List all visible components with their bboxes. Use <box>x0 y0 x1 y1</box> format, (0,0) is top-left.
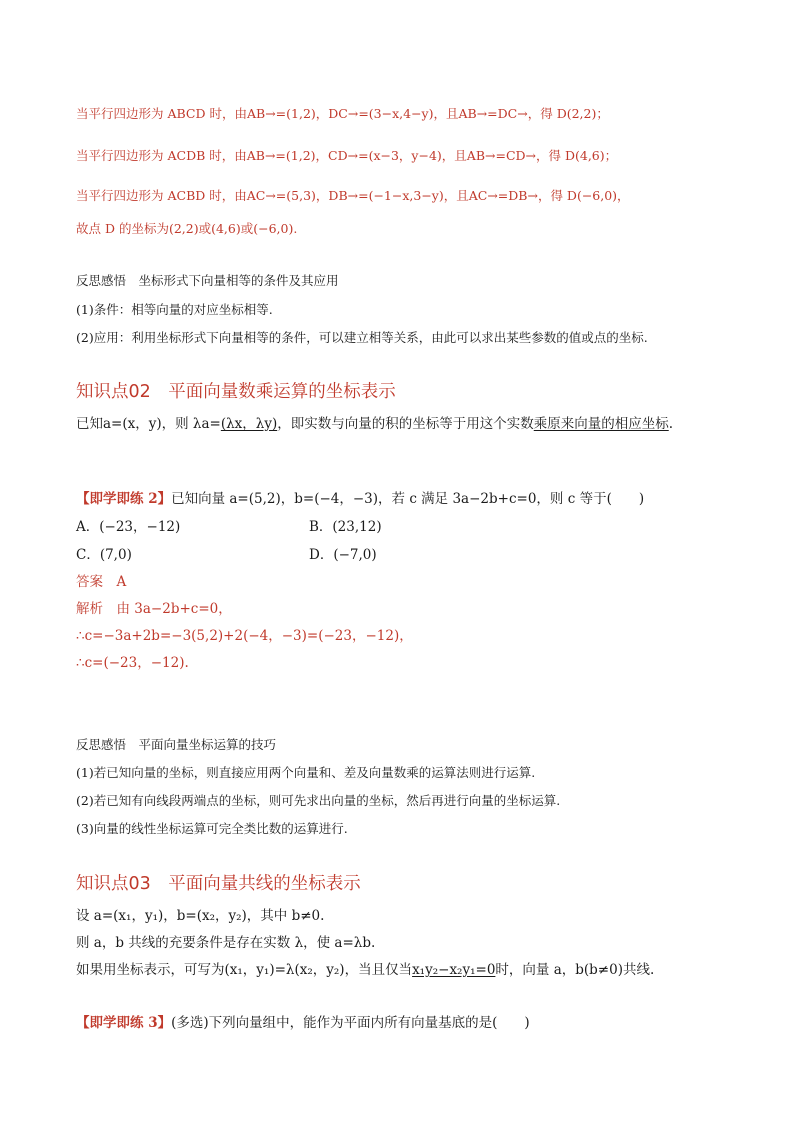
practice-tag: 【即学即练 3】 <box>76 1015 172 1031</box>
practice-question: 【即学即练 3】(多选)下列向量组中，能作为平面内所有向量基底的是( ) <box>76 1015 530 1031</box>
blank-answer: (λx，λy) <box>220 416 278 432</box>
reflection-item: (2)若已知有向线段两端点的坐标，则可先求出向量的坐标，然后再进行向量的坐标运算. <box>76 793 561 808</box>
solution-line: ∴c=−3a+2b=−3(5,2)+2(−4，−3)=(−23，−12)， <box>76 628 413 644</box>
solution-case-abcd: 当平行四边形为 ABCD 时，由AB→=(1,2)，DC→=(3−x,4−y)，且AB→=DC→，得 D(2,2)； <box>76 106 609 121</box>
practice-question: 【即学即练 2】已知向量 a=(5,2)，b=(−4，−3)，若 c 满足 3a−2b+c=0，则 c 等于( ) <box>76 491 645 507</box>
blank-answer: x₁y₂−x₂y₁=0 <box>412 962 496 978</box>
reflection-item: (1)条件：相等向量的对应坐标相等. <box>76 302 273 317</box>
knowledge-text: 如果用坐标表示，可写为(x₁，y₁)=λ(x₂，y₂)，当且仅当x₁y₂−x₂y₁=0时，向量 a，b(b≠0)共线. <box>76 962 655 978</box>
reflection-item: (2)应用：利用坐标形式下向量相等的条件，可以建立相等关系，由此可以求出某些参数的值或点的坐标. <box>76 330 648 345</box>
solution-case-acdb: 当平行四边形为 ACDB 时，由AB→=(1,2)，CD→=(x−3，y−4)，且AB→=CD→，得 D(4,6)； <box>76 148 618 163</box>
solution-case-acbd: 当平行四边形为 ACBD 时，由AC→=(5,3)，DB→=(−1−x,3−y)，且AC→=DB→，得 D(−6,0)， <box>76 188 630 203</box>
reflection-item: (3)向量的线性坐标运算可完全类比数的运算进行. <box>76 821 348 836</box>
option-a: A．(−23，−12) <box>76 519 181 535</box>
section-heading: 知识点02 平面向量数乘运算的坐标表示 <box>76 382 396 402</box>
option-c: C．(7,0) <box>76 547 132 563</box>
solution-line: ∴c=(−23，−12). <box>76 655 189 671</box>
answer: 答案 A <box>76 574 127 590</box>
section-heading: 知识点03 平面向量共线的坐标表示 <box>76 874 361 894</box>
solution-line: 解析 由 3a−2b+c=0， <box>76 601 232 617</box>
knowledge-text: 则 a，b 共线的充要条件是存在实数 λ，使 a=λb. <box>76 935 376 951</box>
reflection-item: (1)若已知向量的坐标，则直接应用两个向量和、差及向量数乘的运算法则进行运算. <box>76 765 536 780</box>
option-d: D．(−7,0) <box>309 547 377 563</box>
reflection-title: 反思感悟 坐标形式下向量相等的条件及其应用 <box>76 273 339 288</box>
practice-tag: 【即学即练 2】 <box>76 491 172 507</box>
blank-answer: 乘原来向量的相应坐标 <box>533 416 669 432</box>
knowledge-text: 设 a=(x₁，y₁)，b=(x₂，y₂)，其中 b≠0. <box>76 908 325 924</box>
solution-conclusion: 故点 D 的坐标为(2,2)或(4,6)或(−6,0). <box>76 221 298 236</box>
reflection-title: 反思感悟 平面向量坐标运算的技巧 <box>76 737 277 752</box>
knowledge-text: 已知a=(x，y)，则 λa=(λx，λy)，即实数与向量的积的坐标等于用这个实数乘原来向量的相应坐标. <box>76 416 674 432</box>
option-b: B．(23,12) <box>309 519 382 535</box>
